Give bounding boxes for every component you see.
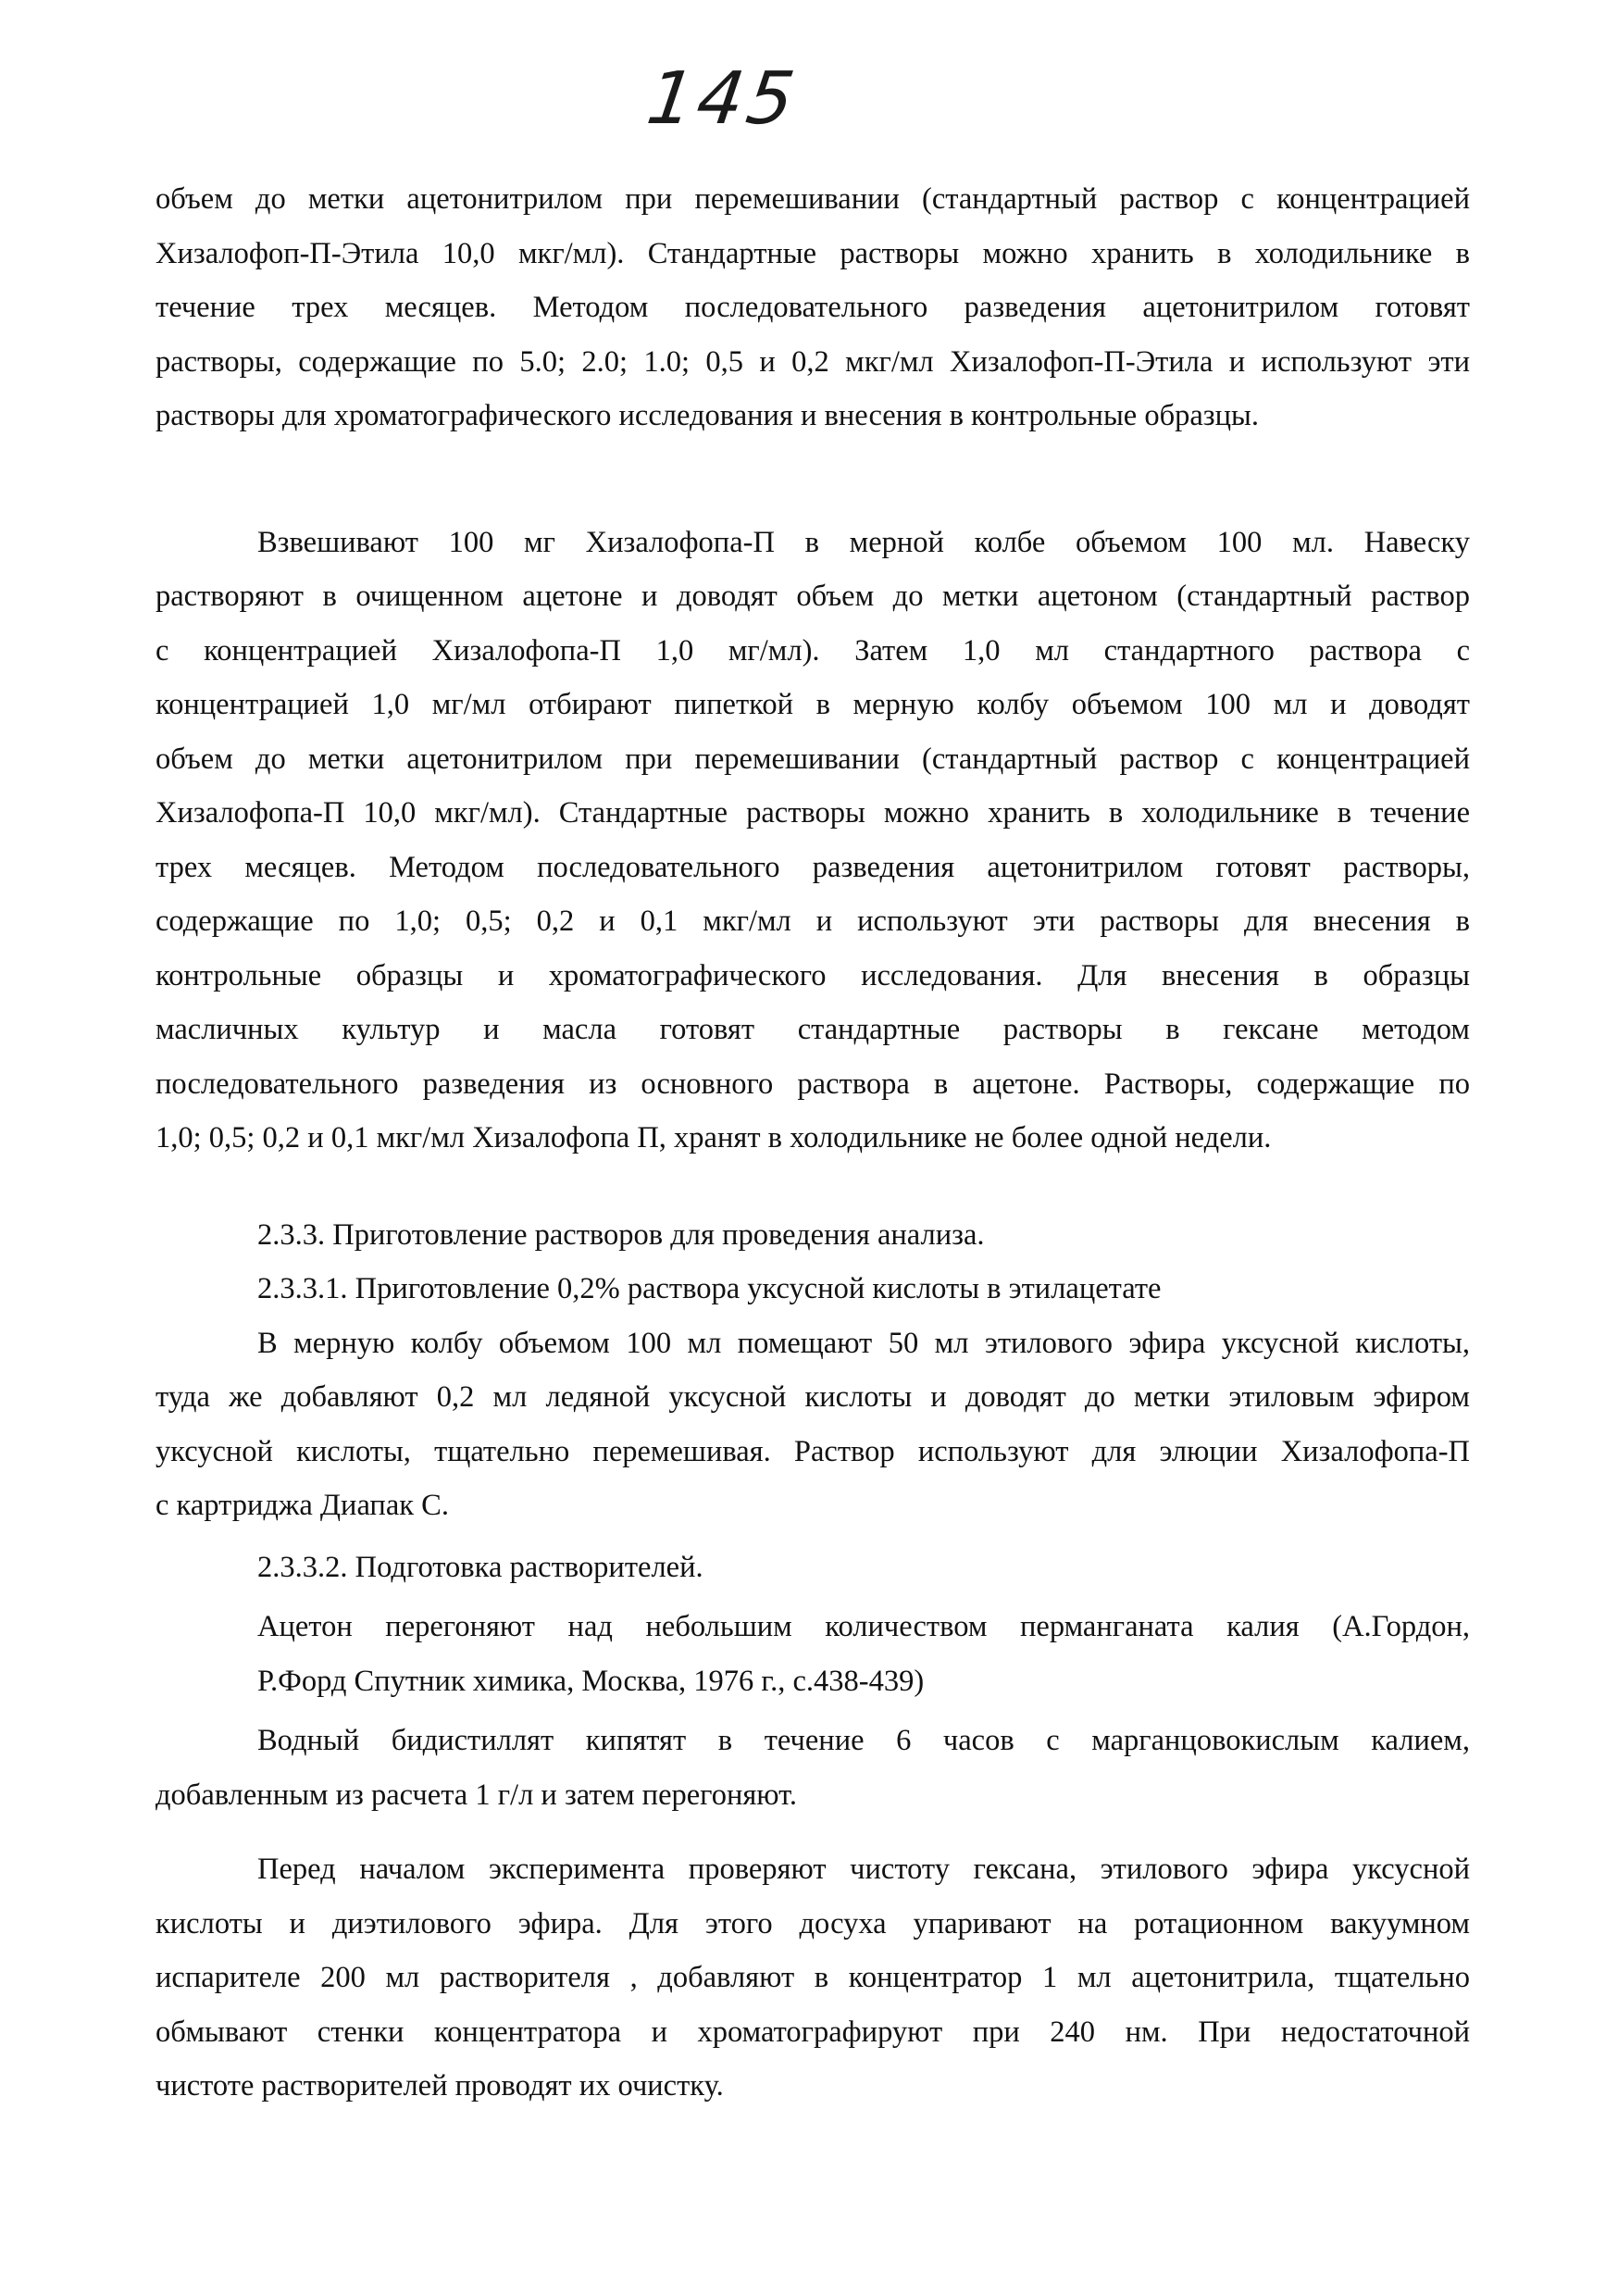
text-line: контрольные образцы и хроматографического исследования. Для внесения в образцы bbox=[156, 958, 1470, 992]
text-line: уксусной кислоты, тщательно перемешивая. Раствор используют для элюции Хизалофопа-П bbox=[156, 1434, 1470, 1468]
text-line: концентрацией 1,0 мг/мл отбирают пипеткой в мерную колбу объемом 100 мл и доводят bbox=[156, 688, 1470, 721]
text-line: объем до метки ацетонитрилом при перемешивании (стандартный раствор с концентрацией bbox=[156, 742, 1470, 776]
text-line: последовательного разведения из основного раствора в ацетоне. Растворы, содержащие по bbox=[156, 1067, 1470, 1101]
paragraph-standard-solution-acid bbox=[156, 516, 1470, 1166]
text-line: обмывают стенки концентратора и хроматографируют при 240 нм. При недостаточной bbox=[156, 2015, 1470, 2049]
paragraph-standard-solution-ester bbox=[156, 172, 1470, 443]
text-line: трех месяцев. Методом последовательного разведения ацетонитрилом готовят растворы, bbox=[156, 850, 1470, 884]
paragraph-spacer bbox=[156, 443, 1470, 516]
section-heading-2-3-3-2: 2.3.3.2. Подготовка растворителей. bbox=[257, 1550, 703, 1584]
text-line: Р.Форд Спутник химика, Москва, 1976 г., с.438-439) bbox=[257, 1664, 925, 1698]
text-line: с концентрацией Хизалофопа-П 1,0 мг/мл). Затем 1,0 мл стандартного раствора с bbox=[156, 633, 1470, 668]
text-line: течение трех месяцев. Методом последовательного разведения ацетонитрилом готовят bbox=[156, 291, 1470, 324]
paragraph-acetic-acid-solution bbox=[156, 1316, 1470, 1533]
text-line: чистоте растворителей проводят их очистку. bbox=[156, 2069, 724, 2103]
text-line: кислоты и диэтилового эфира. Для этого досуха упаривают на ротационном вакуумном bbox=[156, 1906, 1470, 1940]
text-line: содержащие по 1,0; 0,5; 0,2 и 0,1 мкг/мл и используют эти растворы для внесения в bbox=[156, 905, 1470, 938]
text-line: Хизалофопа-П 10,0 мкг/мл). Стандартные растворы можно хранить в холодильнике в течение bbox=[156, 796, 1470, 830]
text-line: растворы, содержащие по 5.0; 2.0; 1.0; 0,5 и 0,2 мкг/мл Хизалофоп-П-Этила и используют эти bbox=[156, 344, 1470, 379]
document-body bbox=[156, 172, 1470, 2114]
section-heading-2-3-3-1: 2.3.3.1. Приготовление 0,2% раствора уксусной кислоты в этилацетате bbox=[257, 1272, 1162, 1305]
text-line: с картриджа Диапак С. bbox=[156, 1489, 449, 1522]
text-line: Водный бидистиллят кипятят в течение 6 часов с марганцовокислым калием, bbox=[257, 1724, 1470, 1757]
text-line: растворы для хроматографического исследования и внесения в контрольные образцы. bbox=[156, 399, 1259, 432]
handwritten-page-number: 145 bbox=[641, 57, 803, 141]
text-line: В мерную колбу объемом 100 мл помещают 50 мл этилового эфира уксусной кислоты, bbox=[257, 1326, 1470, 1360]
text-line: 1,0; 0,5; 0,2 и 0,1 мкг/мл Хизалофопа П, хранят в холодильнике не более одной недели. bbox=[156, 1121, 1272, 1154]
text-line: масличных культур и масла готовят стандартные растворы в гексане методом bbox=[156, 1013, 1470, 1046]
text-line: Хизалофоп-П-Этила 10,0 мкг/мл). Стандартные растворы можно хранить в холодильнике в bbox=[156, 236, 1470, 270]
text-line: Взвешивают 100 мг Хизалофопа-П в мерной колбе объемом 100 мл. Навеску bbox=[257, 525, 1470, 559]
paragraph-acetone-distillation bbox=[156, 1600, 1470, 1708]
paragraph-water-distillation bbox=[156, 1714, 1470, 1822]
text-line: туда же добавляют 0,2 мл ледяной уксусной кислоты и доводят до метки этиловым эфиром bbox=[156, 1380, 1470, 1414]
text-line: растворяют в очищенном ацетоне и доводят объем до метки ацетоном (стандартный раствор bbox=[156, 580, 1470, 613]
text-line: объем до метки ацетонитрилом при перемешивании (стандартный раствор с концентрацией bbox=[156, 182, 1470, 216]
text-line: испарителе 200 мл растворителя , добавляют в концентратор 1 мл ацетонитрила, тщательно bbox=[156, 1961, 1470, 1994]
text-line: Ацетон перегоняют над небольшим количеством перманганата калия (А.Гордон, bbox=[257, 1610, 1470, 1643]
text-line: добавленным из расчета 1 г/л и затем перегоняют. bbox=[156, 1778, 798, 1812]
section-heading-2-3-3: 2.3.3. Приготовление растворов для проведения анализа. bbox=[257, 1217, 985, 1252]
paragraph-spacer bbox=[156, 1166, 1470, 1208]
text-line: Перед началом эксперимента проверяют чистоту гексана, этилового эфира уксусной bbox=[257, 1853, 1470, 1886]
paragraph-solvent-purity-check bbox=[156, 1842, 1470, 2114]
